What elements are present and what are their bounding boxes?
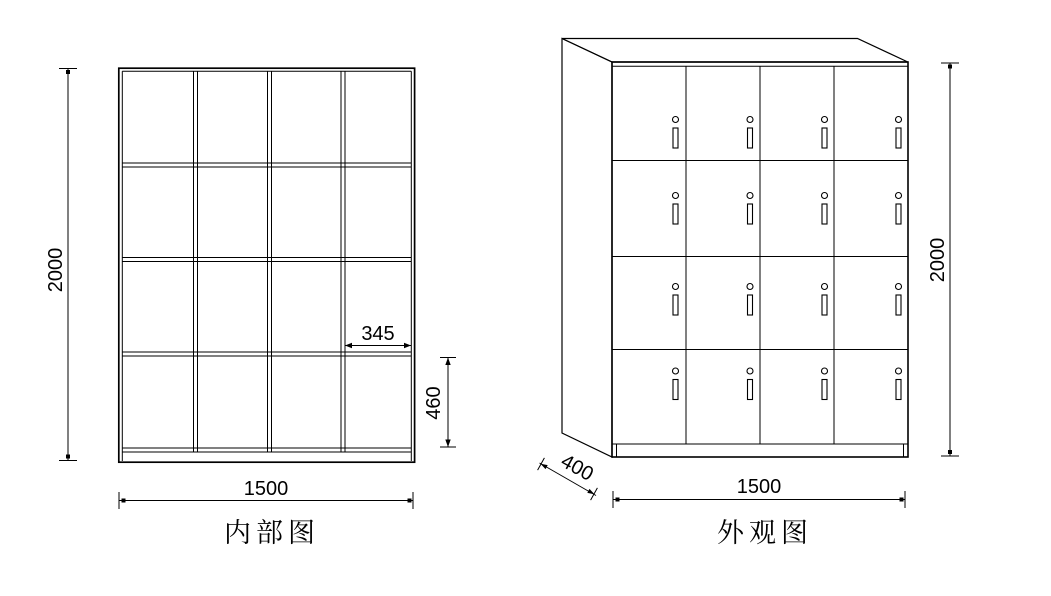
external-view-drawing [538, 39, 959, 509]
internal-view-caption: 内部图 [224, 518, 320, 548]
lock-icon [896, 284, 902, 316]
cabinet-side-panel [562, 39, 612, 458]
door-grid-lines [612, 66, 908, 457]
internal-cabinet-outline [119, 68, 415, 462]
lock-icon [673, 193, 679, 225]
door-locks [673, 117, 902, 400]
lock-icon [747, 193, 753, 225]
external-view-caption: 外观图 [717, 518, 813, 548]
cell-width-dim-label: 345 [361, 323, 395, 345]
lock-icon [673, 284, 679, 316]
cell-height-dim-label: 460 [423, 386, 445, 420]
lock-icon [673, 117, 679, 149]
lock-icon [747, 368, 753, 400]
external-height-dim-label: 2000 [927, 237, 949, 283]
internal-view-drawing [59, 68, 456, 509]
external-width-dim-label: 1500 [736, 476, 782, 498]
lock-icon [896, 368, 902, 400]
cabinet-top-face [562, 39, 908, 63]
external-depth-dim-label: 400 [557, 450, 597, 486]
lock-icon [673, 368, 679, 400]
lock-icon [822, 193, 828, 225]
internal-panel-lines [122, 71, 411, 461]
lock-icon [747, 284, 753, 316]
lock-icon [747, 117, 753, 149]
internal-width-dim-label: 1500 [243, 478, 289, 500]
lock-icon [896, 117, 902, 149]
lock-icon [822, 117, 828, 149]
lock-icon [822, 368, 828, 400]
lock-icon [822, 284, 828, 316]
internal-height-dim-label: 2000 [45, 247, 67, 293]
lock-icon [896, 193, 902, 225]
